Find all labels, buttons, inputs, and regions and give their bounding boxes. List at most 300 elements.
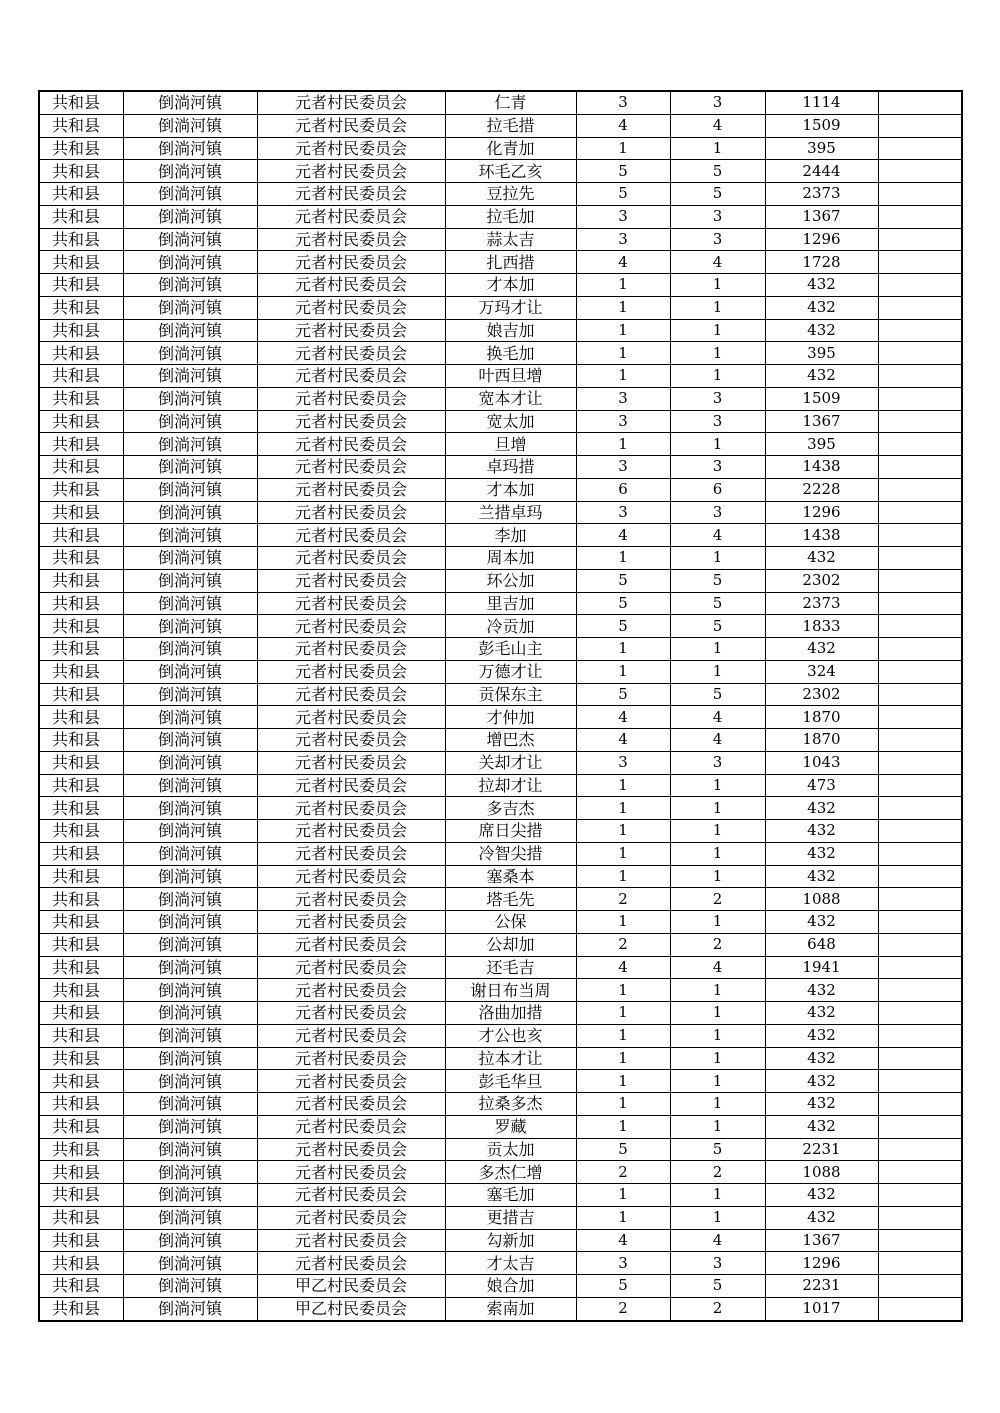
household-count-cell: 1 (576, 820, 670, 843)
town-cell: 倒淌河镇 (123, 911, 257, 934)
town-cell: 倒淌河镇 (123, 274, 257, 297)
county-cell: 共和县 (39, 205, 123, 228)
person-count-cell: 3 (670, 501, 765, 524)
table-row (39, 160, 962, 183)
person-count-cell: 5 (670, 1138, 765, 1161)
village-committee-cell: 元者村民委员会 (257, 888, 445, 911)
county-cell: 共和县 (39, 1115, 123, 1138)
name-cell: 卓玛措 (445, 456, 576, 479)
county-cell: 共和县 (39, 387, 123, 410)
remark-cell (878, 820, 962, 843)
household-count-cell: 1 (576, 1184, 670, 1207)
table-row (39, 865, 962, 888)
remark-cell (878, 638, 962, 661)
county-cell: 共和县 (39, 160, 123, 183)
village-committee-cell: 元者村民委员会 (257, 160, 445, 183)
household-count-cell: 2 (576, 1297, 670, 1320)
person-count-cell: 4 (670, 114, 765, 137)
county-cell: 共和县 (39, 1206, 123, 1229)
household-count-cell: 1 (576, 979, 670, 1002)
table-row (39, 228, 962, 251)
town-cell: 倒淌河镇 (123, 569, 257, 592)
county-cell: 共和县 (39, 933, 123, 956)
county-cell: 共和县 (39, 342, 123, 365)
name-cell: 塞桑本 (445, 865, 576, 888)
remark-cell (878, 91, 962, 114)
household-count-cell: 1 (576, 319, 670, 342)
county-cell: 共和县 (39, 706, 123, 729)
table-row (39, 1138, 962, 1161)
village-committee-cell: 元者村民委员会 (257, 478, 445, 501)
county-cell: 共和县 (39, 729, 123, 752)
table-row (39, 251, 962, 274)
amount-cell: 432 (765, 296, 878, 319)
county-cell: 共和县 (39, 615, 123, 638)
village-committee-cell: 元者村民委员会 (257, 865, 445, 888)
person-count-cell: 5 (670, 183, 765, 206)
name-cell: 娘合加 (445, 1275, 576, 1298)
village-committee-cell: 元者村民委员会 (257, 387, 445, 410)
name-cell: 塞毛加 (445, 1184, 576, 1207)
person-count-cell: 5 (670, 683, 765, 706)
name-cell: 席日尖措 (445, 820, 576, 843)
table-row (39, 1184, 962, 1207)
village-committee-cell: 元者村民委员会 (257, 660, 445, 683)
table-row (39, 433, 962, 456)
village-committee-cell: 元者村民委员会 (257, 842, 445, 865)
amount-cell: 432 (765, 1206, 878, 1229)
town-cell: 倒淌河镇 (123, 319, 257, 342)
village-committee-cell: 元者村民委员会 (257, 1161, 445, 1184)
household-count-cell: 5 (576, 183, 670, 206)
household-count-cell: 1 (576, 638, 670, 661)
remark-cell (878, 433, 962, 456)
county-cell: 共和县 (39, 1161, 123, 1184)
household-count-cell: 1 (576, 365, 670, 388)
village-committee-cell: 元者村民委员会 (257, 1229, 445, 1252)
remark-cell (878, 319, 962, 342)
town-cell: 倒淌河镇 (123, 205, 257, 228)
amount-cell: 432 (765, 319, 878, 342)
county-cell: 共和县 (39, 1252, 123, 1275)
village-committee-cell: 元者村民委员会 (257, 183, 445, 206)
name-cell: 拉毛措 (445, 114, 576, 137)
county-cell: 共和县 (39, 114, 123, 137)
household-count-cell: 4 (576, 251, 670, 274)
remark-cell (878, 365, 962, 388)
town-cell: 倒淌河镇 (123, 933, 257, 956)
person-count-cell: 1 (670, 911, 765, 934)
household-count-cell: 5 (576, 1138, 670, 1161)
remark-cell (878, 387, 962, 410)
town-cell: 倒淌河镇 (123, 1002, 257, 1025)
person-count-cell: 1 (670, 1024, 765, 1047)
person-count-cell: 4 (670, 956, 765, 979)
person-count-cell: 1 (670, 296, 765, 319)
amount-cell: 1870 (765, 706, 878, 729)
person-count-cell: 1 (670, 638, 765, 661)
table-row (39, 569, 962, 592)
remark-cell (878, 1070, 962, 1093)
town-cell: 倒淌河镇 (123, 524, 257, 547)
person-count-cell: 1 (670, 1206, 765, 1229)
household-count-cell: 1 (576, 1093, 670, 1116)
household-count-cell: 1 (576, 433, 670, 456)
village-committee-cell: 元者村民委员会 (257, 592, 445, 615)
name-cell: 宽本才让 (445, 387, 576, 410)
name-cell: 才本加 (445, 274, 576, 297)
household-count-cell: 5 (576, 615, 670, 638)
amount-cell: 395 (765, 433, 878, 456)
name-cell: 勾新加 (445, 1229, 576, 1252)
county-cell: 共和县 (39, 1138, 123, 1161)
village-committee-cell: 元者村民委员会 (257, 774, 445, 797)
name-cell: 周本加 (445, 547, 576, 570)
table-row (39, 1275, 962, 1298)
household-count-cell: 4 (576, 524, 670, 547)
person-count-cell: 3 (670, 410, 765, 433)
person-count-cell: 3 (670, 228, 765, 251)
village-committee-cell: 元者村民委员会 (257, 547, 445, 570)
county-cell: 共和县 (39, 228, 123, 251)
remark-cell (878, 228, 962, 251)
table-row (39, 183, 962, 206)
household-count-cell: 1 (576, 1047, 670, 1070)
remark-cell (878, 933, 962, 956)
person-count-cell: 2 (670, 1161, 765, 1184)
amount-cell: 1367 (765, 1229, 878, 1252)
table-row (39, 1161, 962, 1184)
person-count-cell: 5 (670, 592, 765, 615)
remark-cell (878, 774, 962, 797)
amount-cell: 473 (765, 774, 878, 797)
county-cell: 共和县 (39, 1047, 123, 1070)
village-committee-cell: 元者村民委员会 (257, 137, 445, 160)
person-count-cell: 1 (670, 979, 765, 1002)
household-count-cell: 1 (576, 1024, 670, 1047)
name-cell: 豆拉先 (445, 183, 576, 206)
village-committee-cell: 元者村民委员会 (257, 274, 445, 297)
table-row (39, 456, 962, 479)
town-cell: 倒淌河镇 (123, 114, 257, 137)
name-cell: 塔毛先 (445, 888, 576, 911)
table-row (39, 296, 962, 319)
person-count-cell: 3 (670, 751, 765, 774)
household-count-cell: 1 (576, 865, 670, 888)
amount-cell: 1114 (765, 91, 878, 114)
amount-cell: 432 (765, 842, 878, 865)
household-count-cell: 1 (576, 842, 670, 865)
household-count-cell: 1 (576, 274, 670, 297)
name-cell: 公保 (445, 911, 576, 934)
amount-cell: 1296 (765, 1252, 878, 1275)
county-cell: 共和县 (39, 1229, 123, 1252)
remark-cell (878, 137, 962, 160)
remark-cell (878, 1229, 962, 1252)
county-cell: 共和县 (39, 911, 123, 934)
household-count-cell: 1 (576, 296, 670, 319)
name-cell: 叶西旦增 (445, 365, 576, 388)
amount-cell: 432 (765, 1047, 878, 1070)
village-committee-cell: 元者村民委员会 (257, 1047, 445, 1070)
table-row (39, 1297, 962, 1320)
table-row (39, 774, 962, 797)
household-count-cell: 3 (576, 205, 670, 228)
name-cell: 增巴杰 (445, 729, 576, 752)
county-cell: 共和县 (39, 865, 123, 888)
name-cell: 拉本才让 (445, 1047, 576, 1070)
household-count-cell: 5 (576, 569, 670, 592)
county-cell: 共和县 (39, 842, 123, 865)
person-count-cell: 3 (670, 1252, 765, 1275)
amount-cell: 2228 (765, 478, 878, 501)
table-row (39, 1252, 962, 1275)
town-cell: 倒淌河镇 (123, 1252, 257, 1275)
amount-cell: 1017 (765, 1297, 878, 1320)
remark-cell (878, 729, 962, 752)
remark-cell (878, 1138, 962, 1161)
household-count-cell: 1 (576, 547, 670, 570)
amount-cell: 1941 (765, 956, 878, 979)
remark-cell (878, 160, 962, 183)
name-cell: 旦增 (445, 433, 576, 456)
name-cell: 洛曲加措 (445, 1002, 576, 1025)
county-cell: 共和县 (39, 569, 123, 592)
amount-cell: 432 (765, 1024, 878, 1047)
remark-cell (878, 1002, 962, 1025)
person-count-cell: 1 (670, 274, 765, 297)
household-count-cell: 1 (576, 797, 670, 820)
name-cell: 才太吉 (445, 1252, 576, 1275)
village-committee-cell: 元者村民委员会 (257, 933, 445, 956)
town-cell: 倒淌河镇 (123, 547, 257, 570)
county-cell: 共和县 (39, 774, 123, 797)
amount-cell: 432 (765, 911, 878, 934)
table-row (39, 729, 962, 752)
amount-cell: 1509 (765, 114, 878, 137)
name-cell: 多吉杰 (445, 797, 576, 820)
household-count-cell: 1 (576, 774, 670, 797)
person-count-cell: 1 (670, 547, 765, 570)
name-cell: 拉桑多杰 (445, 1093, 576, 1116)
table-row (39, 797, 962, 820)
remark-cell (878, 1275, 962, 1298)
town-cell: 倒淌河镇 (123, 365, 257, 388)
amount-cell: 1043 (765, 751, 878, 774)
person-count-cell: 2 (670, 933, 765, 956)
town-cell: 倒淌河镇 (123, 342, 257, 365)
town-cell: 倒淌河镇 (123, 433, 257, 456)
person-count-cell: 1 (670, 319, 765, 342)
remark-cell (878, 547, 962, 570)
household-count-cell: 1 (576, 1002, 670, 1025)
table-row (39, 205, 962, 228)
town-cell: 倒淌河镇 (123, 183, 257, 206)
table-row (39, 114, 962, 137)
remark-cell (878, 865, 962, 888)
remark-cell (878, 342, 962, 365)
village-committee-cell: 元者村民委员会 (257, 683, 445, 706)
town-cell: 倒淌河镇 (123, 820, 257, 843)
village-committee-cell: 元者村民委员会 (257, 615, 445, 638)
household-count-cell: 3 (576, 228, 670, 251)
amount-cell: 432 (765, 547, 878, 570)
amount-cell: 324 (765, 660, 878, 683)
table-row (39, 547, 962, 570)
name-cell: 多杰仁增 (445, 1161, 576, 1184)
table-row (39, 660, 962, 683)
remark-cell (878, 683, 962, 706)
name-cell: 环毛乙亥 (445, 160, 576, 183)
household-count-cell: 4 (576, 956, 670, 979)
amount-cell: 432 (765, 274, 878, 297)
table-row (39, 478, 962, 501)
remark-cell (878, 569, 962, 592)
person-count-cell: 1 (670, 660, 765, 683)
county-cell: 共和县 (39, 1002, 123, 1025)
amount-cell: 432 (765, 1115, 878, 1138)
village-committee-cell: 元者村民委员会 (257, 820, 445, 843)
household-count-cell: 4 (576, 706, 670, 729)
village-committee-cell: 元者村民委员会 (257, 1093, 445, 1116)
household-count-cell: 3 (576, 410, 670, 433)
remark-cell (878, 660, 962, 683)
town-cell: 倒淌河镇 (123, 774, 257, 797)
table-row (39, 1115, 962, 1138)
household-count-cell: 3 (576, 1252, 670, 1275)
amount-cell: 432 (765, 365, 878, 388)
table-row (39, 524, 962, 547)
town-cell: 倒淌河镇 (123, 1275, 257, 1298)
person-count-cell: 1 (670, 137, 765, 160)
person-count-cell: 4 (670, 251, 765, 274)
person-count-cell: 3 (670, 456, 765, 479)
document-page (38, 90, 961, 1322)
village-committee-cell: 元者村民委员会 (257, 251, 445, 274)
village-committee-cell: 元者村民委员会 (257, 433, 445, 456)
table-row (39, 137, 962, 160)
amount-cell: 432 (765, 797, 878, 820)
amount-cell: 1438 (765, 456, 878, 479)
household-count-cell: 4 (576, 114, 670, 137)
person-count-cell: 5 (670, 1275, 765, 1298)
name-cell: 罗藏 (445, 1115, 576, 1138)
town-cell: 倒淌河镇 (123, 615, 257, 638)
town-cell: 倒淌河镇 (123, 1161, 257, 1184)
remark-cell (878, 1252, 962, 1275)
county-cell: 共和县 (39, 1070, 123, 1093)
town-cell: 倒淌河镇 (123, 979, 257, 1002)
amount-cell: 1367 (765, 410, 878, 433)
household-count-cell: 1 (576, 1115, 670, 1138)
village-committee-cell: 元者村民委员会 (257, 410, 445, 433)
household-count-cell: 3 (576, 501, 670, 524)
county-cell: 共和县 (39, 888, 123, 911)
table-row (39, 342, 962, 365)
county-cell: 共和县 (39, 410, 123, 433)
county-cell: 共和县 (39, 296, 123, 319)
village-committee-cell: 元者村民委员会 (257, 296, 445, 319)
remark-cell (878, 592, 962, 615)
amount-cell: 2302 (765, 569, 878, 592)
table-row (39, 956, 962, 979)
table-row (39, 501, 962, 524)
amount-cell: 432 (765, 638, 878, 661)
table-row (39, 1047, 962, 1070)
amount-cell: 2302 (765, 683, 878, 706)
name-cell: 关却才让 (445, 751, 576, 774)
village-committee-cell: 元者村民委员会 (257, 706, 445, 729)
name-cell: 仁青 (445, 91, 576, 114)
village-committee-cell: 元者村民委员会 (257, 569, 445, 592)
village-committee-cell: 元者村民委员会 (257, 228, 445, 251)
town-cell: 倒淌河镇 (123, 1138, 257, 1161)
household-count-cell: 4 (576, 729, 670, 752)
amount-cell: 2373 (765, 183, 878, 206)
roster-table (38, 90, 963, 1322)
town-cell: 倒淌河镇 (123, 387, 257, 410)
table-row (39, 1070, 962, 1093)
remark-cell (878, 478, 962, 501)
county-cell: 共和县 (39, 1093, 123, 1116)
person-count-cell: 1 (670, 820, 765, 843)
village-committee-cell: 元者村民委员会 (257, 1002, 445, 1025)
town-cell: 倒淌河镇 (123, 410, 257, 433)
county-cell: 共和县 (39, 274, 123, 297)
county-cell: 共和县 (39, 1024, 123, 1047)
village-committee-cell: 元者村民委员会 (257, 797, 445, 820)
person-count-cell: 1 (670, 865, 765, 888)
person-count-cell: 1 (670, 774, 765, 797)
name-cell: 更措吉 (445, 1206, 576, 1229)
person-count-cell: 6 (670, 478, 765, 501)
town-cell: 倒淌河镇 (123, 1206, 257, 1229)
village-committee-cell: 元者村民委员会 (257, 501, 445, 524)
household-count-cell: 3 (576, 91, 670, 114)
person-count-cell: 1 (670, 342, 765, 365)
name-cell: 冷智尖措 (445, 842, 576, 865)
table-row (39, 911, 962, 934)
table-row (39, 638, 962, 661)
town-cell: 倒淌河镇 (123, 1093, 257, 1116)
town-cell: 倒淌河镇 (123, 1229, 257, 1252)
town-cell: 倒淌河镇 (123, 865, 257, 888)
village-committee-cell: 元者村民委员会 (257, 319, 445, 342)
household-count-cell: 4 (576, 1229, 670, 1252)
town-cell: 倒淌河镇 (123, 137, 257, 160)
table-row (39, 387, 962, 410)
remark-cell (878, 501, 962, 524)
table-row (39, 683, 962, 706)
village-committee-cell: 元者村民委员会 (257, 729, 445, 752)
county-cell: 共和县 (39, 1275, 123, 1298)
county-cell: 共和县 (39, 592, 123, 615)
table-row (39, 706, 962, 729)
county-cell: 共和县 (39, 751, 123, 774)
name-cell: 拉却才让 (445, 774, 576, 797)
county-cell: 共和县 (39, 1184, 123, 1207)
town-cell: 倒淌河镇 (123, 1024, 257, 1047)
remark-cell (878, 706, 962, 729)
county-cell: 共和县 (39, 547, 123, 570)
remark-cell (878, 979, 962, 1002)
person-count-cell: 2 (670, 1297, 765, 1320)
name-cell: 化青加 (445, 137, 576, 160)
table-row (39, 615, 962, 638)
town-cell: 倒淌河镇 (123, 501, 257, 524)
person-count-cell: 4 (670, 729, 765, 752)
town-cell: 倒淌河镇 (123, 751, 257, 774)
